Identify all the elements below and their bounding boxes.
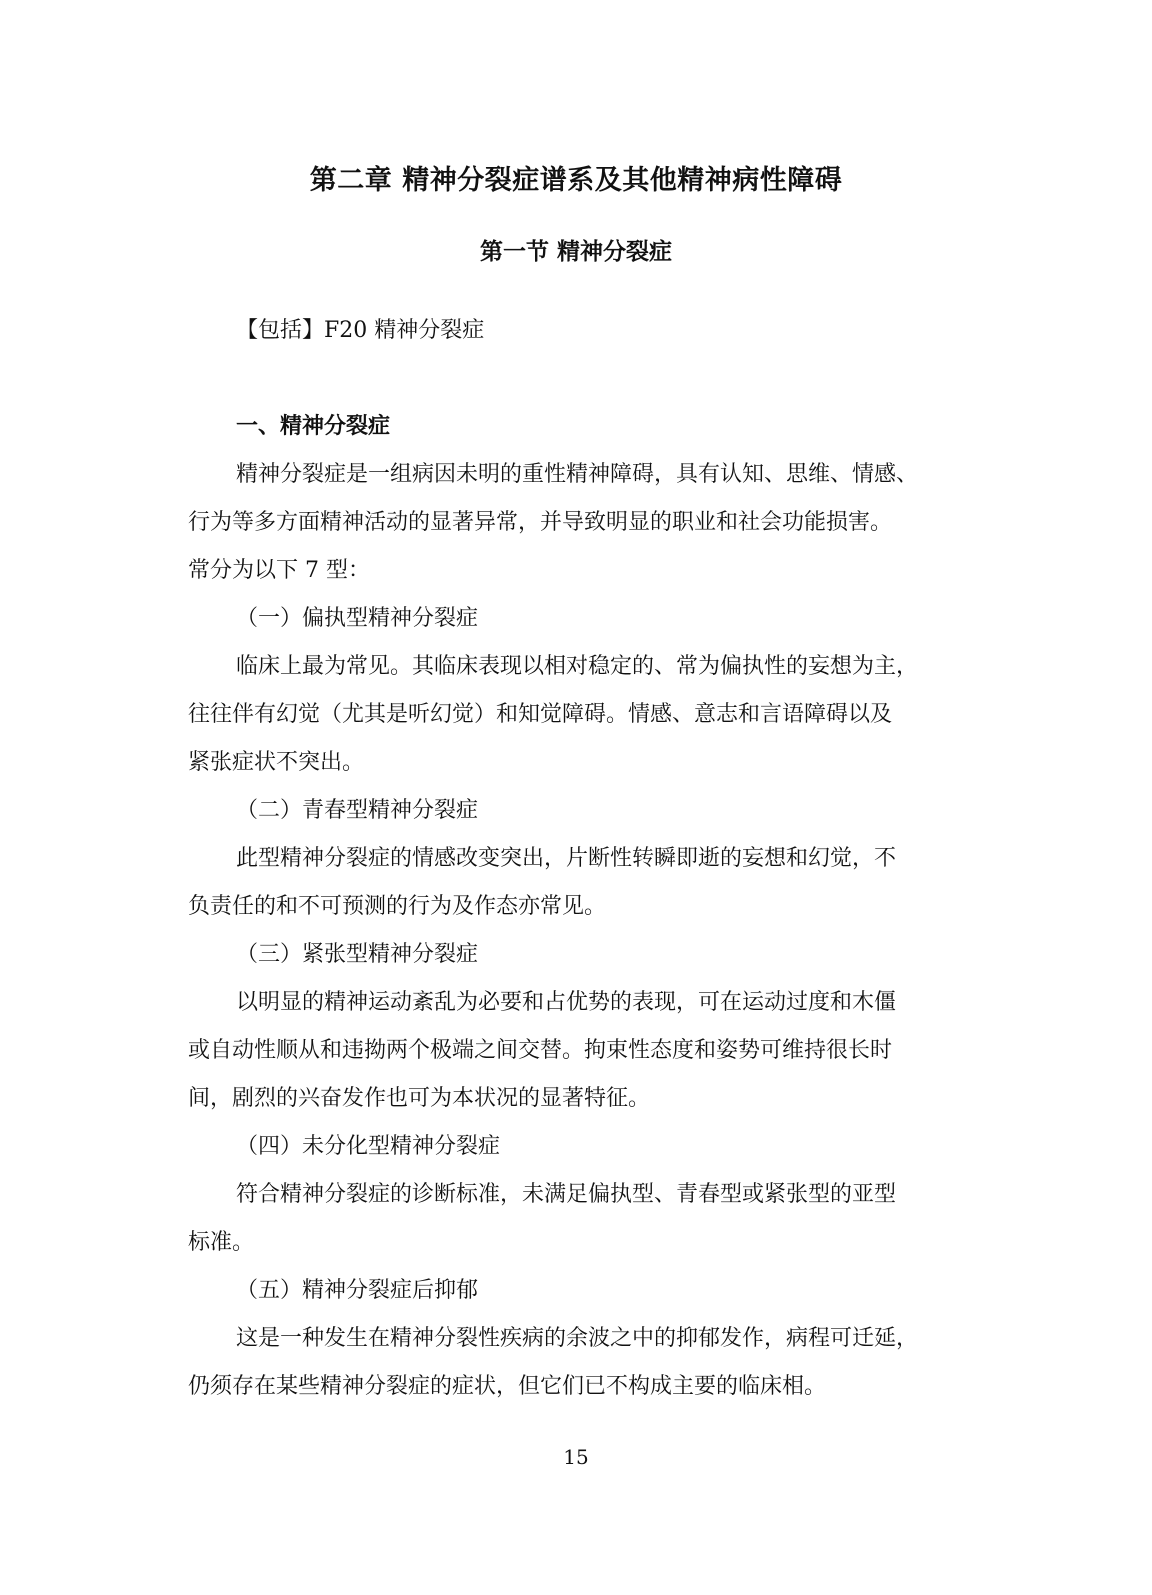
chapter-title: 第二章 精神分裂症谱系及其他精神病性障碍 xyxy=(309,165,843,196)
paragraph-line: 常分为以下 7 型： xyxy=(188,558,370,583)
subtype-heading: （四）未分化型精神分裂症 xyxy=(236,1134,501,1159)
paragraph-line: 临床上最为常见。其临床表现以相对稳定的、常为偏执性的妄想为主， xyxy=(236,654,919,679)
paragraph-line: 这是一种发生在精神分裂性疾病的余波之中的抑郁发作，病程可迁延， xyxy=(236,1326,919,1351)
subtype-heading: （五）精神分裂症后抑郁 xyxy=(236,1278,479,1303)
paragraph-line: 负责任的和不可预测的行为及作态亦常见。 xyxy=(188,894,607,919)
paragraph-line: 以明显的精神运动紊乱为必要和占优势的表现，可在运动过度和木僵 xyxy=(236,990,897,1015)
subtype-heading: （二）青春型精神分裂症 xyxy=(236,798,479,823)
paragraph-line: 往往伴有幻觉（尤其是听幻觉）和知觉障碍。情感、意志和言语障碍以及 xyxy=(188,702,893,727)
subtype-heading: （一）偏执型精神分裂症 xyxy=(236,606,479,631)
paragraph-line: 或自动性顺从和违拗两个极端之间交替。拘束性态度和姿势可维持很长时 xyxy=(188,1038,893,1063)
includes-line: 【包括】F20 精神分裂症 xyxy=(236,318,485,343)
paragraph-line: 仍须存在某些精神分裂症的症状，但它们已不构成主要的临床相。 xyxy=(188,1374,827,1399)
paragraph-line: 此型精神分裂症的情感改变突出，片断性转瞬即逝的妄想和幻觉，不 xyxy=(236,846,897,871)
page-number: 15 xyxy=(563,1445,589,1469)
paragraph-line: 标准。 xyxy=(188,1230,255,1255)
paragraph-line: 间，剧烈的兴奋发作也可为本状况的显著特征。 xyxy=(188,1086,651,1111)
heading-schizophrenia: 一、精神分裂症 xyxy=(236,414,391,439)
section-title: 第一节 精神分裂症 xyxy=(479,239,672,265)
paragraph-line: 行为等多方面精神活动的显著异常，并导致明显的职业和社会功能损害。 xyxy=(188,510,893,535)
paragraph-line: 符合精神分裂症的诊断标准，未满足偏执型、青春型或紧张型的亚型 xyxy=(236,1182,897,1207)
paragraph-line: 紧张症状不突出。 xyxy=(188,750,365,775)
paragraph-line: 精神分裂症是一组病因未明的重性精神障碍，具有认知、思维、情感、 xyxy=(236,462,919,487)
subtype-heading: （三）紧张型精神分裂症 xyxy=(236,942,479,967)
